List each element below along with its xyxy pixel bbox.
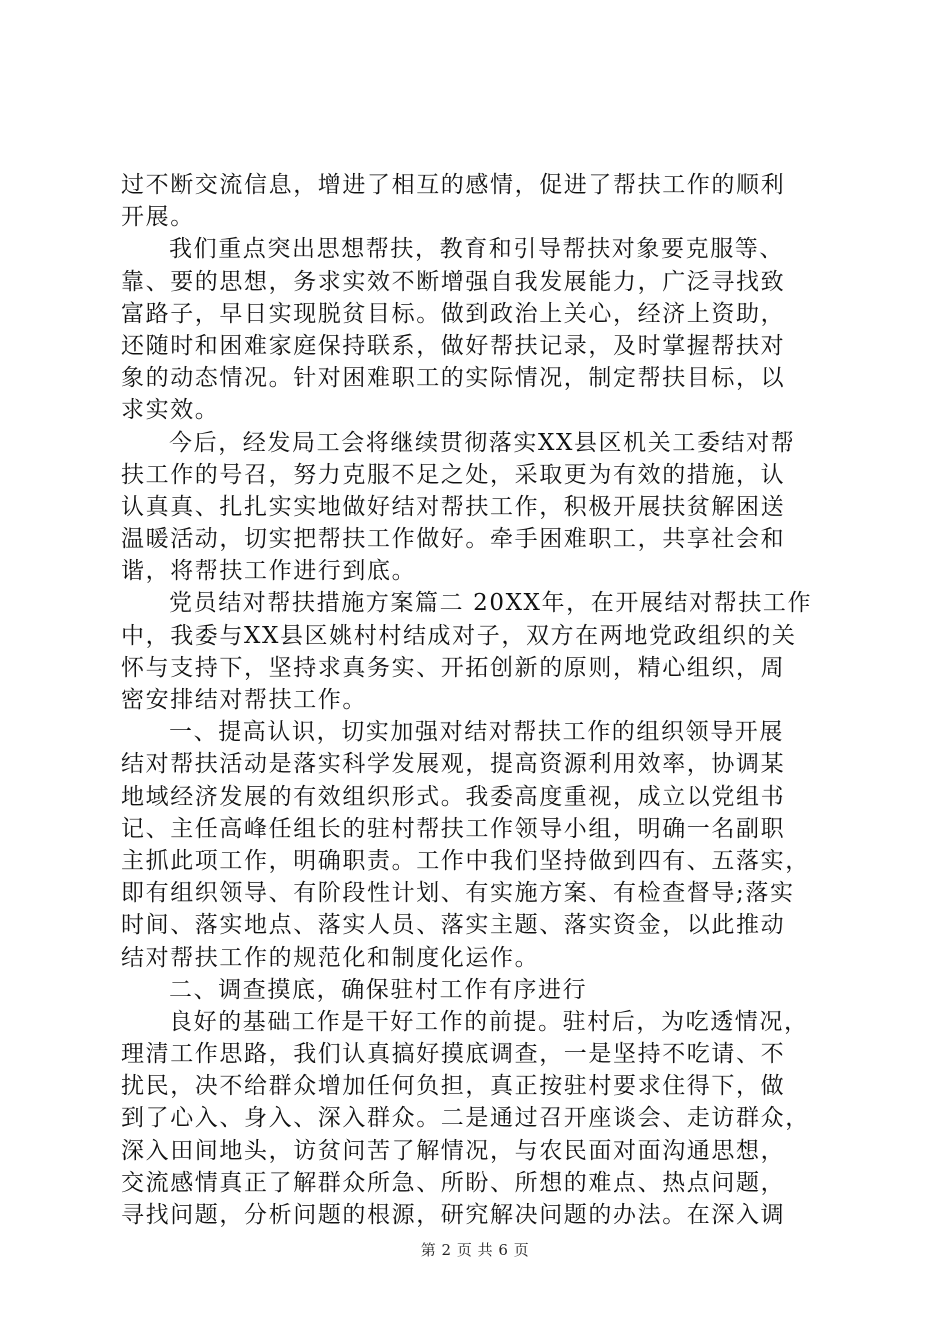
text-line: 靠、要的思想，务求实效不断增强自我发展能力，广泛寻找致 <box>121 268 786 295</box>
text-line: 结对帮扶活动是落实科学发展观，提高资源利用效率，协调某 <box>121 751 786 778</box>
text-line: 富路子，早日实现脱贫目标。做到政治上关心，经济上资助， <box>121 300 786 327</box>
text-line: 寻找问题，分析问题的根源，研究解决问题的办法。在深入调 <box>121 1202 786 1228</box>
document-body <box>121 169 841 1231</box>
text-line: 到了心入、身入、深入群众。二是通过召开座谈会、走访群众， <box>121 1105 810 1132</box>
text-line: 开展。 <box>121 204 195 231</box>
text-line: 我们重点突出思想帮扶，教育和引导帮扶对象要克服等、 <box>169 236 784 263</box>
text-line: 象的动态情况。针对困难职工的实际情况，制定帮扶目标，以 <box>121 365 786 392</box>
text-line: 结对帮扶工作的规范化和制度化运作。 <box>121 944 540 971</box>
text-line: 时间、落实地点、落实人员、落实主题、落实资金，以此推动 <box>121 912 786 939</box>
text-line: 怀与支持下，坚持求真务实、开拓创新的原则，精心组织，周 <box>121 654 786 681</box>
text-line: 认真真、扎扎实实地做好结对帮扶工作，积极开展扶贫解困送 <box>121 493 786 520</box>
text-line: 扰民，决不给群众增加任何负担，真正按驻村要求住得下，做 <box>121 1073 786 1100</box>
text-line: 理清工作思路，我们认真搞好摸底调查，一是坚持不吃请、不 <box>121 1041 786 1068</box>
text-line: 求实效。 <box>121 397 220 424</box>
text-line: 一、提高认识，切实加强对结对帮扶工作的组织领导开展 <box>169 719 784 746</box>
text-line: 记、主任高峰任组长的驻村帮扶工作领导小组，明确一名副职 <box>121 815 786 842</box>
text-line: 良好的基础工作是干好工作的前提。驻村后，为吃透情况， <box>169 1008 809 1035</box>
text-line: 即有组织领导、有阶段性计划、有实施方案、有检查督导;落实 <box>121 880 795 907</box>
text-line: 温暖活动，切实把帮扶工作做好。牵手困难职工，共享社会和 <box>121 526 786 553</box>
text-line: 过不断交流信息，增进了相互的感情，促进了帮扶工作的顺利 <box>121 172 786 198</box>
text-line: 扶工作的号召，努力克服不足之处，采取更为有效的措施，认 <box>121 461 786 488</box>
page-footer: 第 2 页 共 6 页 <box>420 1241 530 1259</box>
text-line: 谐，将帮扶工作进行到底。 <box>121 558 417 585</box>
text-line: 地域经济发展的有效组织形式。我委高度重视，成立以党组书 <box>121 783 786 810</box>
text-line: 交流感情真正了解群众所急、所盼、所想的难点、热点问题， <box>121 1169 786 1196</box>
text-line: 党员结对帮扶措施方案篇二 20XX年，在开展结对帮扶工作 <box>169 590 813 617</box>
text-line: 二、调查摸底，确保驻村工作有序进行 <box>169 976 588 1003</box>
text-line: 主抓此项工作，明确职责。工作中我们坚持做到四有、五落实， <box>121 847 810 874</box>
text-line: 密安排结对帮扶工作。 <box>121 687 367 713</box>
text-line: 中，我委与XX县区姚村村结成对子，双方在两地党政组织的关 <box>121 622 797 649</box>
text-line: 深入田间地头，访贫问苦了解情况，与农民面对面沟通思想， <box>121 1137 786 1164</box>
text-line: 今后，经发局工会将继续贯彻落实XX县区机关工委结对帮 <box>169 429 796 456</box>
text-line: 还随时和困难家庭保持联系，做好帮扶记录，及时掌握帮扶对 <box>121 332 786 359</box>
